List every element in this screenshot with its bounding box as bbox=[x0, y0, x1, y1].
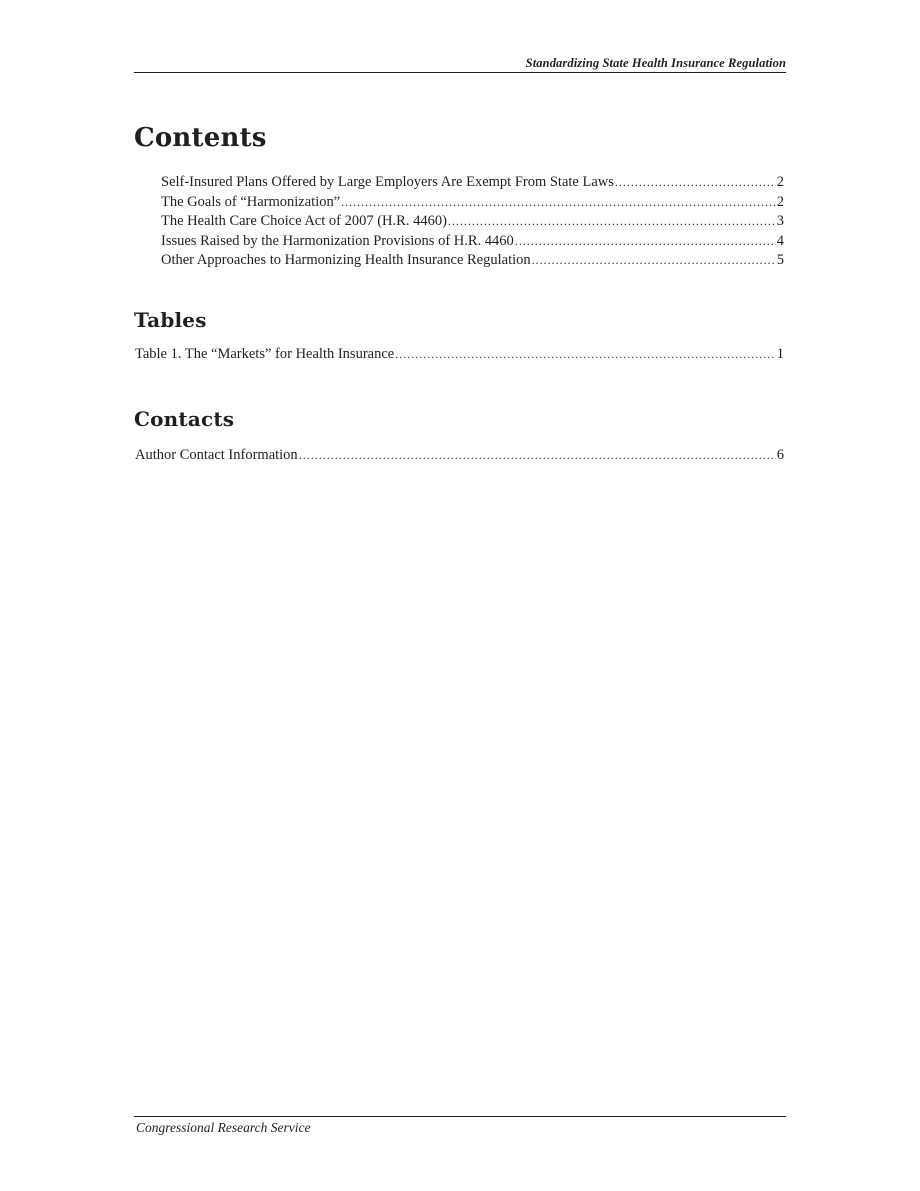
toc-entry-page[interactable]: 1 bbox=[776, 346, 784, 362]
toc-entry-page[interactable]: 4 bbox=[776, 232, 784, 249]
tables-heading: Tables bbox=[134, 308, 207, 332]
toc-entry-page[interactable]: 6 bbox=[776, 447, 784, 463]
toc-entry[interactable] bbox=[161, 193, 784, 213]
toc-entry[interactable] bbox=[135, 446, 784, 466]
running-header: Standardizing State Health Insurance Regulation bbox=[525, 56, 786, 70]
toc-entry-title[interactable]: The Health Care Choice Act of 2007 (H.R. 4460) bbox=[161, 213, 447, 229]
toc-entry-title[interactable]: Other Approaches to Harmonizing Health Insurance Regulation bbox=[161, 252, 531, 268]
contents-heading: Contents bbox=[134, 123, 267, 153]
toc-entry[interactable] bbox=[135, 345, 784, 365]
dot-leader bbox=[615, 173, 776, 193]
toc-entry[interactable] bbox=[161, 212, 784, 232]
dot-leader bbox=[395, 345, 776, 365]
header-rule bbox=[134, 72, 786, 73]
contacts-list bbox=[135, 446, 784, 466]
toc-entry-page[interactable]: 2 bbox=[776, 193, 784, 210]
contacts-heading: Contacts bbox=[134, 407, 235, 431]
dot-leader bbox=[515, 232, 776, 252]
running-footer: Congressional Research Service bbox=[136, 1120, 311, 1135]
dot-leader bbox=[532, 251, 776, 271]
toc-entry-page[interactable]: 5 bbox=[776, 252, 784, 268]
toc-entry-title[interactable]: The Goals of “Harmonization” bbox=[161, 193, 341, 210]
dot-leader bbox=[448, 212, 776, 232]
contents-list bbox=[161, 173, 784, 271]
toc-entry-title[interactable]: Self-Insured Plans Offered by Large Employers Are Exempt From State Laws bbox=[161, 174, 614, 190]
dot-leader bbox=[341, 193, 776, 213]
toc-entry[interactable] bbox=[161, 173, 784, 193]
toc-entry-title[interactable]: Table 1. The “Markets” for Health Insurance bbox=[135, 346, 395, 362]
footer-rule bbox=[134, 1116, 786, 1117]
toc-entry-page[interactable]: 3 bbox=[776, 213, 784, 229]
toc-entry-title[interactable]: Issues Raised by the Harmonization Provisions of H.R. 4460 bbox=[161, 232, 514, 249]
toc-entry-title[interactable]: Author Contact Information bbox=[135, 447, 298, 463]
tables-list bbox=[135, 345, 784, 365]
toc-entry[interactable] bbox=[161, 251, 784, 271]
toc-entry[interactable] bbox=[161, 232, 784, 252]
toc-entry-page[interactable]: 2 bbox=[776, 174, 784, 190]
dot-leader bbox=[299, 446, 776, 466]
